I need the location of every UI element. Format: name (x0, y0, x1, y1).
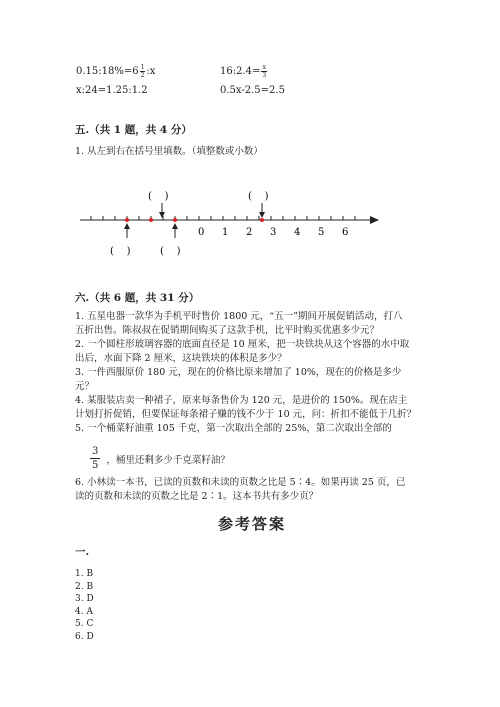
answer-bracket-bottom-2: ( ) (160, 246, 181, 257)
tick-label-2: 2 (246, 227, 253, 238)
equation-1 (76, 64, 155, 79)
question-6-line-1: 6. 小林读一本书，已读的页数和未读的页数之比是 5∶4。如果再读 25 页，已 (75, 477, 406, 488)
denominator: 3 (262, 72, 267, 79)
numerator: 1 (140, 64, 145, 71)
answer-bracket-bottom-1: ( ) (110, 246, 131, 257)
red-point (173, 218, 177, 222)
numerator: x (262, 64, 266, 71)
equation-2-text: 16:2.4= (220, 66, 261, 77)
question-2-line-1: 2. 一个圆柱形玻璃容器的底面直径是 10 厘米，把一块铁块从这个容器的水中取 (75, 339, 410, 350)
answer-list (75, 568, 94, 643)
tick-label-0: 0 (198, 227, 205, 238)
fraction (140, 64, 146, 79)
question-1 (75, 310, 425, 338)
red-point (125, 218, 129, 222)
list-item: 3. D (75, 594, 94, 604)
question-3 (75, 366, 425, 394)
denominator: 2 (140, 72, 145, 79)
equation-4: 0.5x-2.5=2.5 (220, 85, 285, 96)
answers-title: 参考答案 (218, 515, 287, 533)
question-3-line-2: 元？ (75, 381, 95, 392)
tick-label-3: 3 (270, 227, 277, 238)
equation-1-text: 0.15:18%=6 (76, 66, 139, 77)
list-item: 4. A (75, 606, 93, 617)
question-3-line-1: 3. 一件西服原价 180 元，现在的价格比原来增加了 10%，现在的价格是多少 (75, 367, 402, 378)
denominator: 5 (92, 460, 99, 471)
number-line-figure (70, 185, 390, 260)
question-2 (75, 338, 425, 366)
equation-1-tail: :x (146, 66, 156, 77)
question-4-line-1: 4. 某服装店卖一种裙子，原来每条售价为 120 元，是进价的 150%。现在店主 (75, 395, 408, 406)
tick-label-1: 1 (222, 227, 229, 238)
question-1-line-2: 五折出售。陈叔叔在促销期间购买了这款手机，比平时购买优惠多少元？ (75, 325, 380, 336)
list-item: 1. B (75, 569, 94, 579)
down-arrow-icon (259, 203, 265, 218)
section-5-question-1: 1. 从左到右在括号里填数。（填整数或小数） (75, 146, 263, 157)
up-arrow-icon (172, 223, 178, 238)
fraction (261, 64, 267, 79)
tick-label-5: 5 (318, 227, 325, 238)
equation-3: x:24=1.25:1.2 (76, 85, 148, 96)
up-arrow-icon (124, 223, 130, 238)
equation-2 (220, 64, 268, 79)
question-6 (75, 476, 425, 504)
down-arrow-icon (159, 203, 165, 218)
question-2-line-2: 出后，水面下降 2 厘米，这块铁块的体积是多少？ (75, 353, 287, 364)
answers-part-heading: 一. (75, 546, 90, 558)
answer-bracket-top-1: ( ) (148, 191, 169, 202)
question-4-line-2: 计划打折促销，但要保证每条裙子赚的钱不少于 10 元，问：折扣不能低于几折？ (75, 409, 417, 420)
question-5-fraction-line (90, 445, 230, 472)
list-item: 2. B (75, 581, 94, 592)
tick-marks (91, 216, 355, 220)
red-point (260, 218, 264, 222)
question-6-line-2: 读的页数和未读的页数之比是 2∶1。这本书共有多少页？ (75, 491, 319, 502)
section-6-heading: 六.（共 6 题，共 31 分） (75, 292, 200, 304)
list-item: 5. C (75, 619, 94, 629)
section-5-heading: 五.（共 1 题，共 4 分） (75, 124, 192, 136)
tick-labels (198, 227, 348, 238)
question-1-line-1: 1. 五星电器一款华为手机平时售价 1800 元，“五一”期间开展促销活动，打八 (75, 311, 403, 322)
question-5: 5. 一个桶菜籽油重 105 千克，第一次取出全部的 25%，第二次取出全部的 (75, 423, 392, 434)
tick-label-6: 6 (342, 227, 349, 238)
tick-label-4: 4 (294, 227, 301, 238)
question-4 (75, 394, 425, 422)
red-point (149, 218, 153, 222)
numerator: 3 (92, 446, 99, 457)
number-line (80, 216, 379, 224)
answer-bracket-top-2: ( ) (248, 191, 269, 202)
list-item: 6. D (75, 631, 94, 642)
question-5-tail: ，桶里还剩多少千克菜籽油？ (106, 454, 230, 466)
fraction (90, 445, 100, 472)
